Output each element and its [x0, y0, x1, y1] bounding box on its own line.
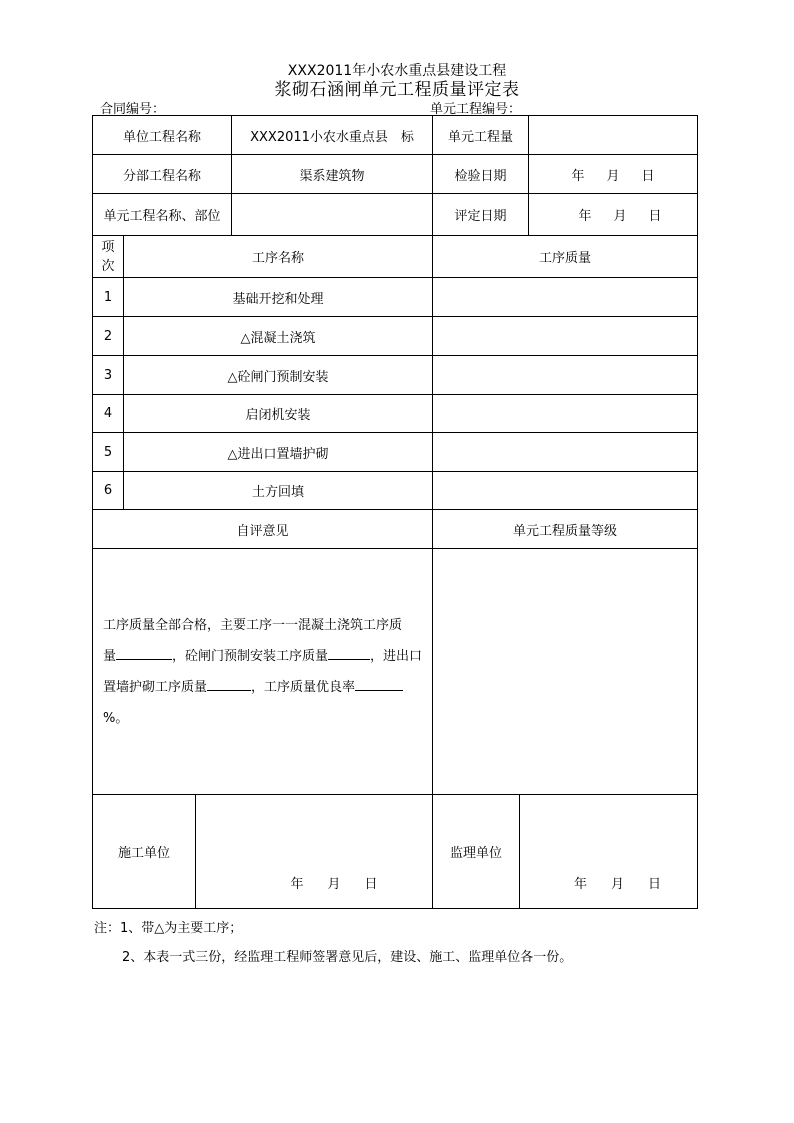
process-quality-cell[interactable] — [433, 395, 698, 433]
year-label: 年 — [290, 877, 304, 892]
year-label: 年 — [574, 877, 588, 892]
remark-rate-label: ，工序质量优良率 — [251, 679, 356, 695]
remark-wall-label: 置墙护砌工序质量 — [103, 679, 208, 695]
table-row — [93, 472, 698, 510]
table-row — [93, 433, 698, 472]
month-label: 月 — [327, 877, 341, 892]
month-label: 月 — [611, 877, 625, 892]
process-name: △进出口置墙护砌 — [124, 433, 433, 472]
gate-quality-blank[interactable] — [328, 647, 370, 660]
process-quality-header: 工序质量 — [433, 236, 698, 278]
remark-percent: %。 — [103, 710, 129, 726]
process-quality-cell[interactable] — [433, 433, 698, 472]
row-number: 2 — [93, 317, 124, 356]
quality-grade-cell[interactable] — [433, 549, 698, 795]
assessment-date-label: 评定日期 — [433, 194, 529, 236]
row-number: 1 — [93, 278, 124, 317]
supervision-unit-label: 监理单位 — [433, 795, 520, 909]
day-label: 日 — [648, 877, 662, 892]
table-row — [93, 317, 698, 356]
year-label: 年 — [578, 209, 592, 224]
sub-project-value: 渠系建筑物 — [232, 155, 433, 194]
row-number: 4 — [93, 395, 124, 433]
process-name: 土方回填 — [124, 472, 433, 510]
year-label: 年 — [571, 168, 585, 184]
note-1: 注：1、带△为主要工序； — [94, 921, 243, 936]
table-row — [93, 395, 698, 433]
index-header: 项次 — [93, 236, 124, 278]
row-number: 5 — [93, 433, 124, 472]
unit-number-label: 单元工程编号： — [430, 102, 522, 117]
day-label: 日 — [364, 877, 378, 892]
remark-gate-label: ，砼闸门预制安装工序质量 — [172, 648, 329, 664]
concrete-quality-blank[interactable] — [116, 647, 172, 660]
excellent-rate-blank[interactable] — [355, 678, 403, 691]
table-row — [93, 278, 698, 317]
construction-signature-cell[interactable] — [196, 795, 433, 909]
month-label: 月 — [613, 209, 627, 224]
self-assessment-header: 自评意见 — [93, 510, 433, 549]
self-assessment-text[interactable] — [93, 549, 433, 795]
wall-quality-blank[interactable] — [207, 678, 251, 691]
construction-unit-label: 施工单位 — [93, 795, 196, 909]
process-name: 启闭机安装 — [124, 395, 433, 433]
unit-project-label: 单位工程名称 — [93, 116, 232, 155]
row-number: 3 — [93, 356, 124, 395]
unit-project-value: XXX2011小农水重点县 标 — [232, 116, 433, 155]
quality-grade-header: 单元工程质量等级 — [433, 510, 698, 549]
day-label: 日 — [648, 209, 662, 224]
note-2: 2、本表一式三份，经监理工程师签署意见后，建设、施工、监理单位各一份。 — [122, 950, 573, 965]
assessment-date-cell[interactable] — [529, 194, 698, 236]
inspection-date-cell[interactable] — [529, 155, 698, 194]
form-title: 浆砌石涵闸单元工程质量评定表 — [274, 80, 520, 100]
element-label: 单元工程名称、部位 — [93, 194, 232, 236]
supervision-signature-cell[interactable] — [520, 795, 698, 909]
contract-number-label: 合同编号： — [100, 102, 166, 117]
project-title: XXX2011年小农水重点县建设工程 — [287, 63, 507, 79]
process-name: △混凝土浇筑 — [124, 317, 433, 356]
process-quality-cell[interactable] — [433, 278, 698, 317]
row-number: 6 — [93, 472, 124, 510]
unit-quantity-label: 单元工程量 — [433, 116, 529, 155]
process-quality-cell[interactable] — [433, 317, 698, 356]
remark-quality-label: 量 — [103, 648, 117, 664]
process-name: △砼闸门预制安装 — [124, 356, 433, 395]
inspection-date-label: 检验日期 — [433, 155, 529, 194]
process-name-header: 工序名称 — [124, 236, 433, 278]
day-label: 日 — [641, 168, 655, 184]
table-row — [93, 356, 698, 395]
unit-quantity-cell[interactable] — [529, 116, 698, 155]
month-label: 月 — [606, 168, 620, 184]
remark-line-1: 工序质量全部合格，主要工序一一混凝土浇筑工序质 — [103, 617, 403, 633]
process-quality-cell[interactable] — [433, 472, 698, 510]
process-quality-cell[interactable] — [433, 356, 698, 395]
element-value-cell[interactable] — [232, 194, 433, 236]
assessment-table — [92, 115, 698, 909]
sub-project-label: 分部工程名称 — [93, 155, 232, 194]
remark-inlet-label: ，进出口 — [370, 648, 423, 664]
process-name: 基础开挖和处理 — [124, 278, 433, 317]
